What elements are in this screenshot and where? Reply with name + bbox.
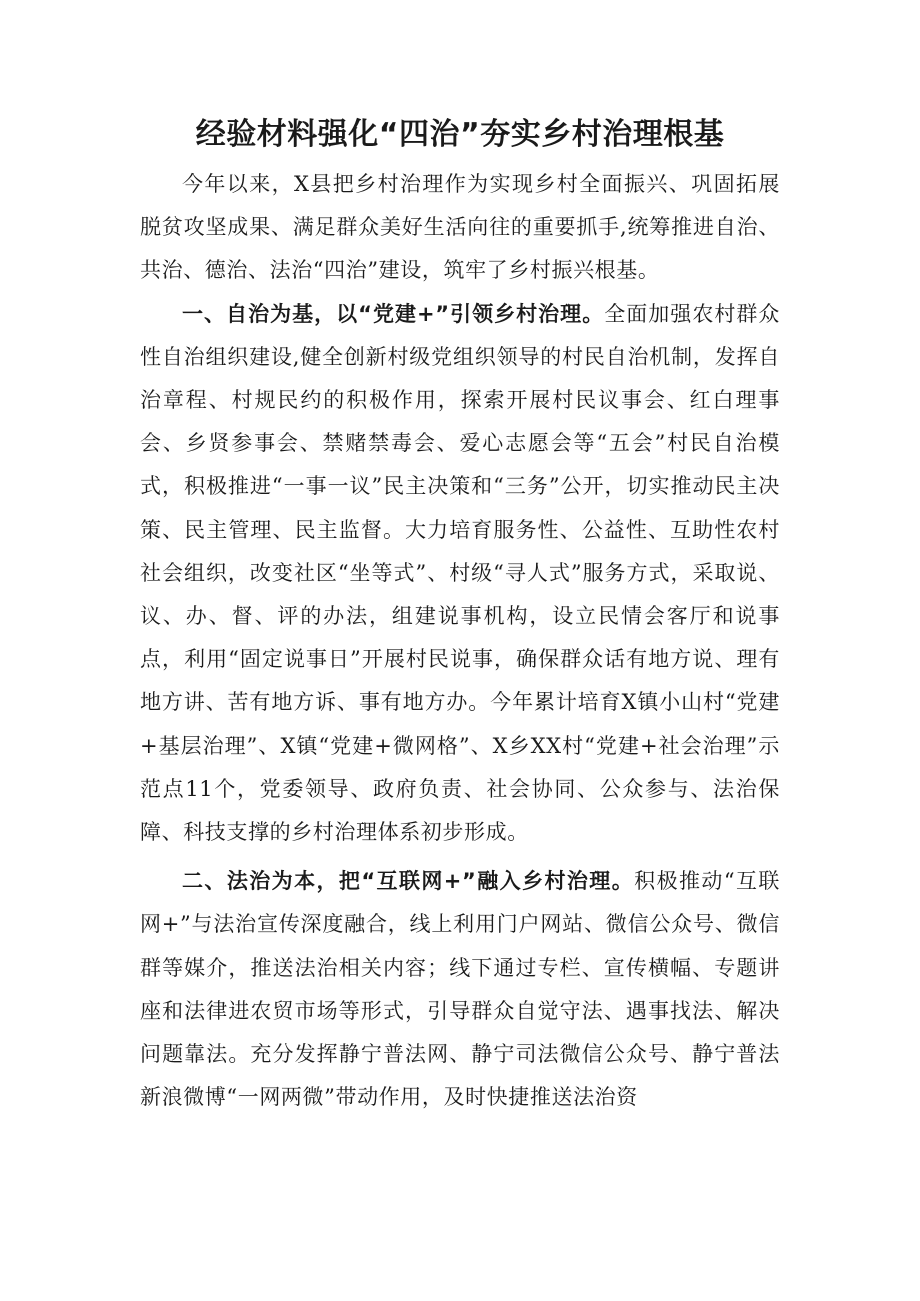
document-body (140, 163, 780, 1119)
section-2-text: 积极推动“互联网+”与法治宣传深度融合，线上利用门户网站、微信公众号、微信群等媒介，推送法治相关内容；线下通过专栏、宣传横幅、专题讲座和法律进农贸市场等形式，引导群众自觉守法、遇事找法、解决问题靠法。充分发挥静宁普法网、静宁司法微信公众号、静宁普法新浪微博“一网两微”带动作用，及时快捷推送法治资 (140, 869, 780, 1110)
section-2-paragraph (140, 860, 780, 1119)
section-2-heading: 二、法治为本，把“互联网+”融入乡村治理。 (182, 869, 635, 894)
section-1-text: 全面加强农村群众性自治组织建设,健全创新村级党组织领导的村民自治机制，发挥自治章程、村规民约的积极作用，探索开展村民议事会、红白理事会、乡贤参事会、禁赌禁毒会、爱心志愿会等“五会”村民自治模式，积极推进“一事一议”民主决策和“三务”公开，切实推动民主决策、民主管理、民主监督。大力培育服务性、公益性、互助性农村社会组织，改变社区“坐等式”、村级“寻人式”服务方式，采取说、议、办、督、评的办法，组建说事机构，设立民情会客厅和说事点，利用“固定说事日”开展村民说事，确保群众话有地方说、理有地方讲、苦有地方诉、事有地方办。今年累计培育X镇小山村“党建+基层治理”、X镇“党建+微网格”、X乡XX村“党建+社会治理”示范点11个，党委领导、政府负责、社会协同、公众参与、法治保障、科技支撑的乡村治理体系初步形成。 (140, 301, 780, 845)
section-1-paragraph (140, 293, 780, 855)
intro-paragraph: 今年以来，X县把乡村治理作为实现乡村全面振兴、巩固拓展脱贫攻坚成果、满足群众美好生活向往的重要抓手,统筹推进自治、共治、德治、法治“四治”建设，筑牢了乡村振兴根基。 (140, 172, 780, 283)
section-1-heading: 一、自治为基，以“党建+”引领乡村治理。 (182, 301, 605, 326)
document-title: 经验材料强化“四治”夯实乡村治理根基 (195, 117, 725, 152)
